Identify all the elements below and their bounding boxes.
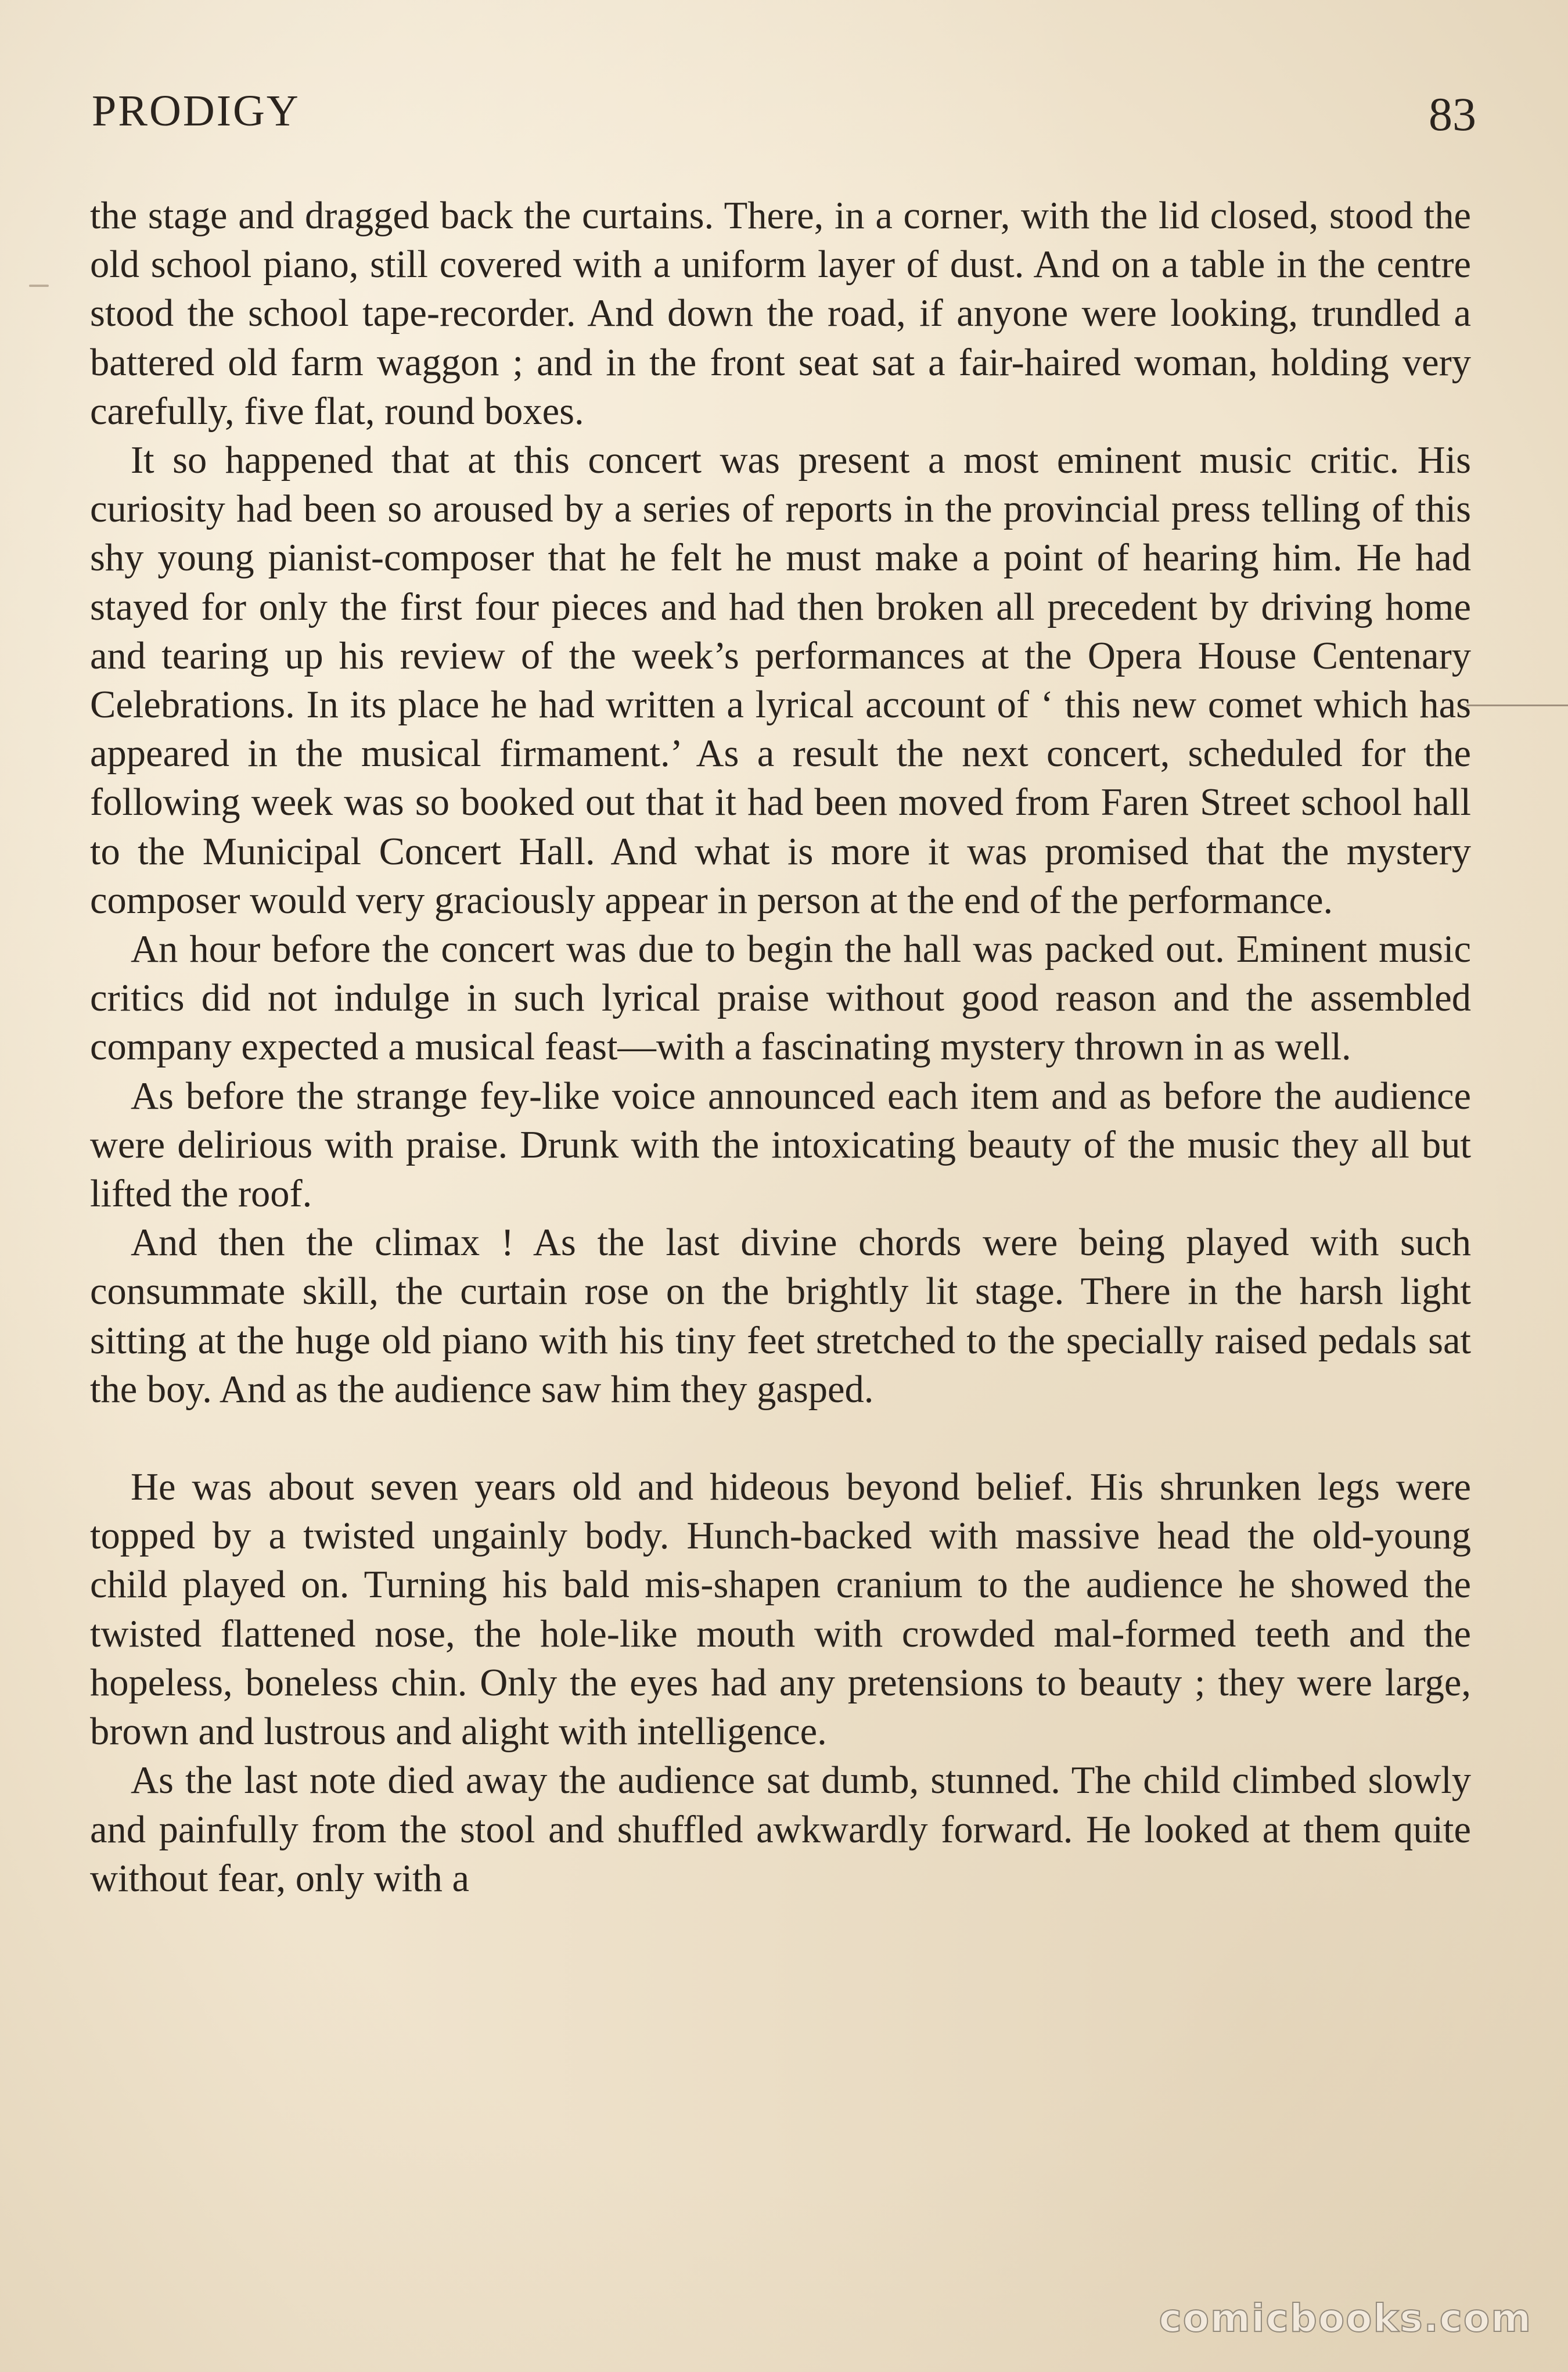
- page-number: 83: [1429, 88, 1476, 141]
- paragraph: An hour before the concert was due to begin the hall was packed out. Eminent music critics did not indulge in such lyrical praise without good reason and the assembled company expected a musical feast—with a fascinating mystery thrown in as well.: [90, 928, 1471, 1069]
- pencil-line-mark: [1466, 705, 1568, 706]
- paragraph: He was about seven years old and hideous beyond belief. His shrunken legs were topped by a twisted ungainly body. Hunch-backed with massive head the old-young child played on. Turning his bald mis-shapen cranium to the audience he showed the twisted flattened nose, the hole-like mouth with crowded mal-formed teeth and the hopeless, boneless chin. Only the eyes had any pretensions to beauty ; they were large, brown and lustrous and alight with intelligence.: [90, 1466, 1471, 1753]
- watermark: comicbooks.com: [1159, 2296, 1532, 2341]
- paragraph: It so happened that at this concert was present a most eminent music critic. His curiosity had been so aroused by a series of reports in the provincial press telling of this shy young pianist-composer that he felt he must make a point of hearing him. He had stayed for only the first four pieces and had then broken all precedent by driving home and tearing up his review of the week’s performances at the Opera House Centenary Celebrations. In its place he had written a lyrical account of ‘ this new comet which has appeared in the musical firmament.’ As a result the next concert, scheduled for the following week was so booked out that it had been moved from Faren Street school hall to the Municipal Concert Hall. And what is more it was promised that the mystery composer would very graciously appear in person at the end of the performance.: [90, 439, 1471, 922]
- paragraph: As the last note died away the audience sat dumb, stunned. The child climbed slowly and painfully from the stool and shuffled awkwardly forward. He looked at them quite without fear, only with a: [90, 1759, 1471, 1900]
- paragraph: And then the climax ! As the last divine chords were being played with such consummate skill, the curtain rose on the brightly lit stage. There in the harsh light sitting at the huge old piano with his tiny feet stretched to the specially raised pedals sat the boy. And as the audience saw him they gasped.: [90, 1221, 1471, 1411]
- body-text: [90, 192, 1471, 1903]
- paragraph: the stage and dragged back the curtains. There, in a corner, with the lid closed, stood the old school piano, still covered with a uniform layer of dust. And on a table in the centre stood the school tape-recorder. And down the road, if anyone were looking, trundled a battered old farm waggon ; and in the front seat sat a fair-haired woman, holding very carefully, five flat, round boxes.: [90, 195, 1471, 433]
- paragraph: As before the strange fey-like voice announced each item and as before the audience were delirious with praise. Drunk with the intoxicating beauty of the music they all but lifted the roof.: [90, 1074, 1471, 1216]
- running-head: PRODIGY: [92, 87, 300, 135]
- margin-mark: [29, 285, 49, 287]
